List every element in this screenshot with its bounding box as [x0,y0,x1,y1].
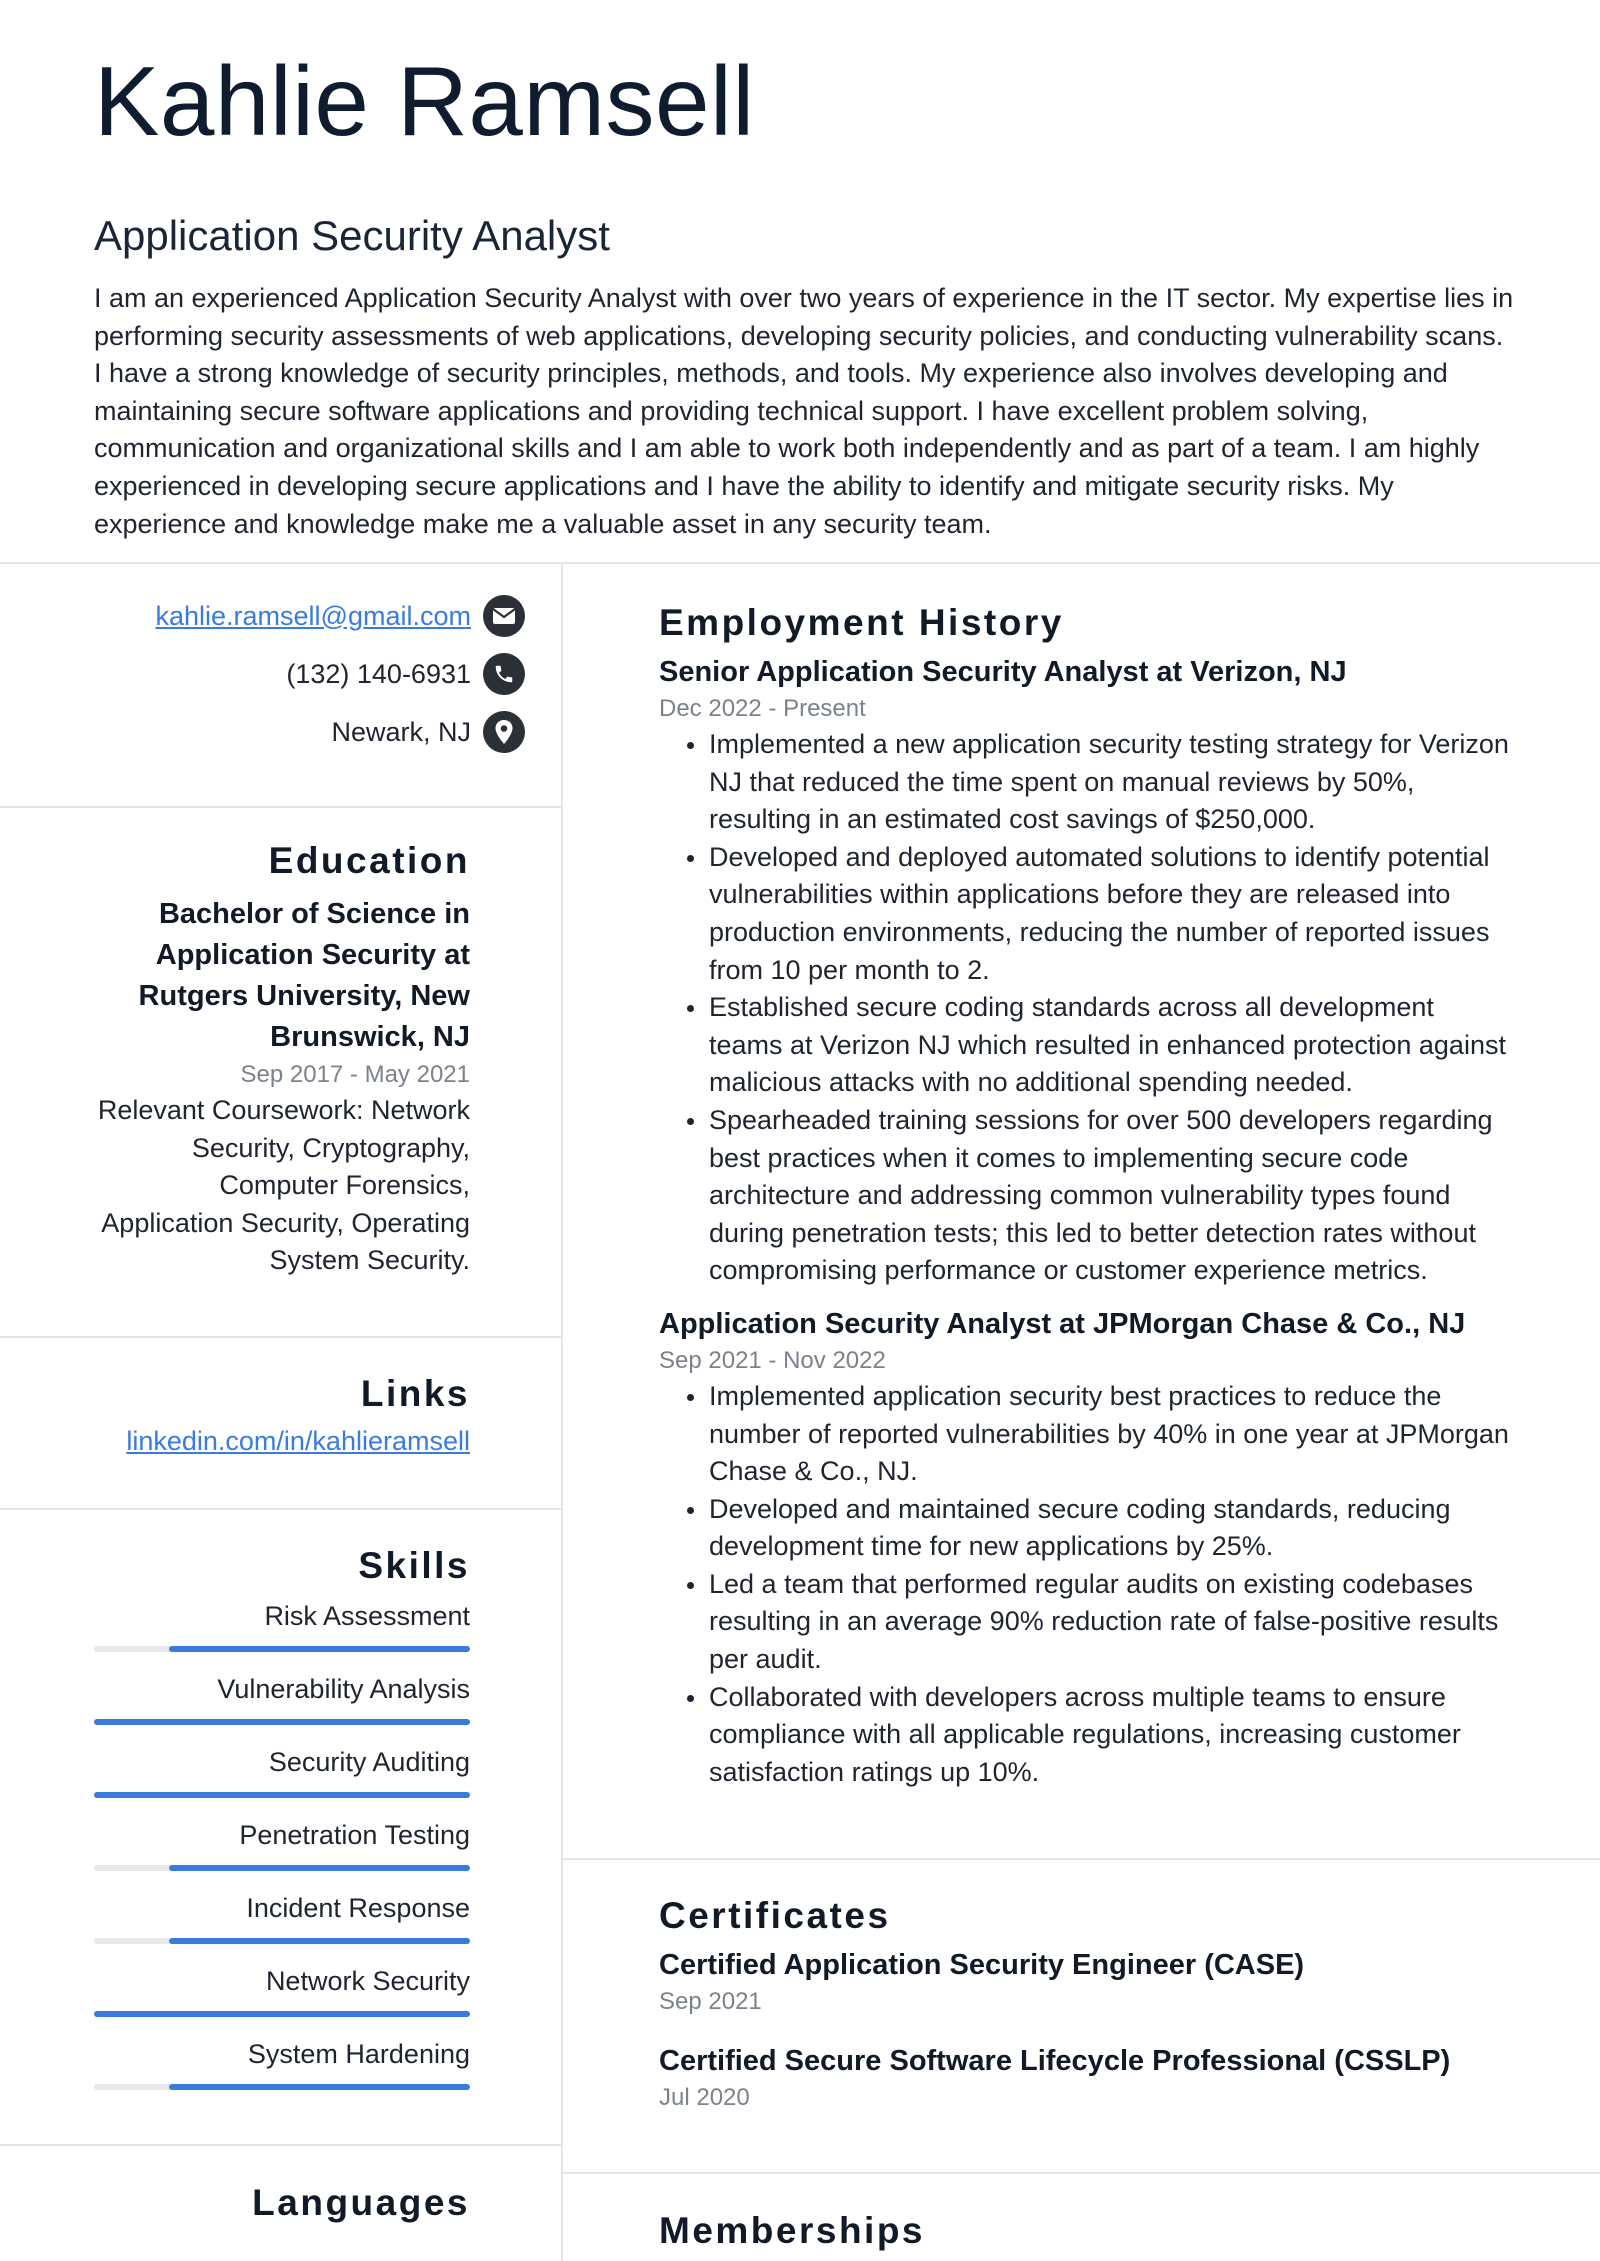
skill-name: Vulnerability Analysis [217,1674,470,1704]
skill-level-bar [94,2011,470,2017]
skill-item [94,1817,470,1871]
job-entry [659,652,1509,1290]
links-divider [0,1508,562,1510]
skill-level-bar [94,1865,470,1871]
skill-level-fill [169,2084,470,2090]
map-pin-icon [483,711,525,753]
skill-level-bar [94,1792,470,1798]
links-title: Links [360,1373,470,1414]
contact-email-row[interactable] [0,595,525,637]
education-degree: Bachelor of Science in Application Security at Rutgers University, New Brunswick, NJ [138,898,470,1053]
skill-level-bar [94,2084,470,2090]
education-coursework: Relevant Coursework: Network Security, Cryptography, Computer Forensics, Application Security, Operating System Security. [97,1095,470,1276]
skill-level-fill [169,1938,470,1944]
envelope-icon [483,595,525,637]
contact-phone-row [0,653,525,695]
skill-item [94,2036,470,2090]
candidate-role: Application Security Analyst [94,212,610,259]
skill-name: Risk Assessment [264,1601,470,1631]
job-bullet: Implemented a new application security testing strategy for Verizon NJ that reduced the time spent on manual reviews by 50%, resulting in an estimated cost savings of $250,000. [687,726,1509,839]
linkedin-link[interactable]: linkedin.com/in/kahlieramsell [126,1426,470,1456]
skill-level-bar [94,1938,470,1944]
skills-section [94,1543,470,1589]
links-section [94,1371,470,1459]
phone-number: (132) 140-6931 [286,658,471,689]
employment-section [659,600,1509,1791]
certificates-section [659,1893,1509,2115]
skill-level-fill [169,1646,470,1652]
skill-item [94,1890,470,1944]
skill-level-fill [94,1792,470,1798]
location-text: Newark, NJ [331,716,471,747]
memberships-section [659,2208,1509,2254]
skills-title: Skills [358,1545,470,1586]
employment-title: Employment History [659,602,1064,643]
education-section [94,838,470,1280]
job-bullet: Collaborated with developers across multiple teams to ensure compliance with all applicable regulations, increasing customer satisfaction ratings up 10%. [687,1679,1509,1792]
skill-level-fill [169,1865,470,1871]
education-dates: Sep 2017 - May 2021 [240,1061,470,1088]
header-divider [0,562,1600,564]
skill-name: Penetration Testing [239,1820,470,1850]
languages-title: Languages [252,2182,470,2223]
skills-divider [0,2144,562,2146]
job-dates: Dec 2022 - Present [659,695,866,722]
job-bullets [687,1378,1509,1792]
job-entry [659,1304,1509,1792]
job-bullet: Established secure coding standards across all development teams at Verizon NJ which resulted in enhanced protection against malicious attacks with no additional spending needed. [687,989,1509,1102]
skill-name: System Hardening [247,2039,470,2069]
job-bullet: Spearheaded training sessions for over 500 developers regarding best practices when it comes to implementing secure code architecture and addressing common vulnerability types found during penetration tests; this led to better detection rates without compromising performance or customer experience metrics. [687,1102,1509,1290]
job-bullet: Developed and deployed automated solutions to identify potential vulnerabilities within applications before they are released into production environments, reducing the number of reported issues from 10 per month to 2. [687,839,1509,989]
education-title: Education [268,840,470,881]
resume-header [94,40,1514,543]
certificate-entry [659,1945,1509,2019]
certificates-divider [562,2172,1600,2174]
job-bullet: Led a team that performed regular audits on existing codebases resulting in an average 90% reduction rate of false-positive results per audit. [687,1566,1509,1679]
languages-section [94,2180,470,2226]
email-link[interactable]: kahlie.ramsell@gmail.com [155,600,471,631]
skill-level-fill [94,2011,470,2017]
certificates-title: Certificates [659,1895,891,1936]
skill-item [94,1744,470,1798]
skill-name: Incident Response [246,1893,470,1923]
certificate-name: Certified Secure Software Lifecycle Professional (CSSLP) [659,2045,1451,2077]
phone-icon [483,653,525,695]
certificate-date: Jul 2020 [659,2084,750,2111]
certificate-name: Certified Application Security Engineer (CASE) [659,1949,1305,1981]
skill-name: Network Security [265,1966,470,1996]
job-title: Senior Application Security Analyst at Verizon, NJ [659,656,1347,688]
skill-level-bar [94,1646,470,1652]
memberships-title: Memberships [659,2210,926,2251]
certificate-date: Sep 2021 [659,1988,762,2015]
candidate-name: Kahlie Ramsell [94,46,755,156]
skill-name: Security Auditing [268,1747,470,1777]
job-bullets [687,726,1509,1290]
profile-summary: I am an experienced Application Security Analyst with over two years of experience in the IT sector. My expertise lies in performing security assessments of web applications, developing security policies, and conducting vulnerability scans. I have a strong knowledge of security principles, methods, and tools. My experience also involves developing and maintaining secure software applications and providing technical support. I have excellent problem solving, communication and organizational skills and I am able to work both independently and as part of a team. I am highly experienced in developing secure applications and I have the ability to identify and mitigate security risks. My experience and knowledge make me a valuable asset in any security team. [94,283,1514,539]
skill-level-fill [94,1719,470,1725]
contact-divider [0,806,562,808]
employment-divider [562,1858,1600,1860]
job-bullet: Implemented application security best practices to reduce the number of reported vulnerabilities by 40% in one year at JPMorgan Chase & Co., NJ. [687,1378,1509,1491]
skill-item [94,1598,470,1652]
job-bullet: Developed and maintained secure coding standards, reducing development time for new applications by 25%. [687,1491,1509,1566]
education-divider [0,1336,562,1338]
skill-item [94,1671,470,1725]
column-divider [561,564,563,2261]
contact-location-row [0,711,525,753]
job-dates: Sep 2021 - Nov 2022 [659,1346,886,1374]
job-title: Application Security Analyst at JPMorgan Chase & Co., NJ [659,1307,1466,1340]
certificate-entry [659,2041,1509,2115]
skill-item [94,1963,470,2017]
skill-level-bar [94,1719,470,1725]
